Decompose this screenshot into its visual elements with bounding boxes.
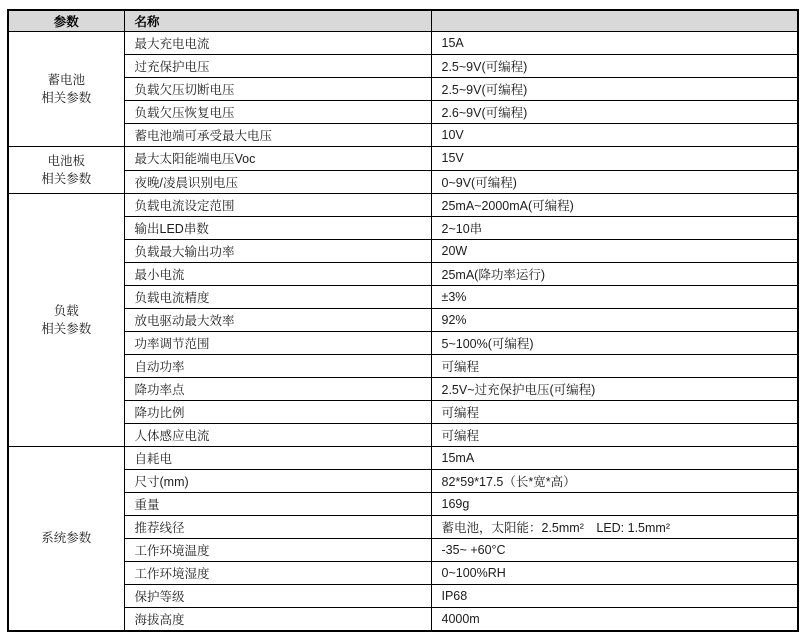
table-row <box>8 32 798 55</box>
param-name-cell: 工作环境湿度 <box>124 561 431 584</box>
table-row <box>8 286 798 309</box>
param-value-cell: 5~100%(可编程) <box>431 332 798 355</box>
param-name-cell: 负载欠压切断电压 <box>124 77 431 100</box>
param-name-cell: 过充保护电压 <box>124 54 431 77</box>
table-row <box>8 194 798 217</box>
table-row <box>8 355 798 378</box>
param-name-cell: 负载欠压恢复电压 <box>124 100 431 123</box>
category-line: 蓄电池 <box>47 72 85 87</box>
param-name-cell: 最大充电电流 <box>124 32 431 55</box>
param-value-cell: 2.5V~过充保护电压(可编程) <box>431 378 798 401</box>
param-name-cell: 功率调节范围 <box>124 332 431 355</box>
header-cell-name: 名称 <box>124 10 431 32</box>
spec-table-body <box>8 32 798 632</box>
param-value-cell: 可编程 <box>431 423 798 446</box>
table-row <box>8 446 798 469</box>
param-value-cell: 4000m <box>431 607 798 631</box>
param-name-cell: 最大太阳能端电压Voc <box>124 146 431 170</box>
table-row <box>8 217 798 240</box>
param-value-cell: 92% <box>431 309 798 332</box>
param-name-cell: 负载最大输出功率 <box>124 240 431 263</box>
param-name-cell: 夜晚/凌晨识别电压 <box>124 170 431 194</box>
table-row <box>8 469 798 492</box>
param-name-cell: 降功率点 <box>124 378 431 401</box>
param-value-cell: -35~ +60°C <box>431 538 798 561</box>
table-row <box>8 77 798 100</box>
table-row <box>8 607 798 631</box>
param-value-cell: IP68 <box>431 584 798 607</box>
param-name-cell: 人体感应电流 <box>124 423 431 446</box>
table-row <box>8 423 798 446</box>
param-value-cell: 2.5~9V(可编程) <box>431 54 798 77</box>
spec-table <box>7 9 799 632</box>
param-value-cell: 2.5~9V(可编程) <box>431 77 798 100</box>
spec-table-header <box>8 10 798 32</box>
param-value-cell: 蓄电池，太阳能：2.5mm² LED: 1.5mm² <box>431 515 798 538</box>
header-cell-param: 参数 <box>8 10 124 32</box>
category-line: 相关参数 <box>41 172 92 187</box>
table-row <box>8 492 798 515</box>
param-name-cell: 推荐线径 <box>124 515 431 538</box>
param-value-cell: 169g <box>431 492 798 515</box>
table-row <box>8 401 798 424</box>
param-name-cell: 自耗电 <box>124 446 431 469</box>
param-name-cell: 放电驱动最大效率 <box>124 309 431 332</box>
param-value-cell: 82*59*17.5（长*宽*高） <box>431 469 798 492</box>
table-row <box>8 100 798 123</box>
param-name-cell: 尺寸(mm) <box>124 469 431 492</box>
category-line: 相关参数 <box>41 90 92 105</box>
category-line: 负载 <box>53 303 79 318</box>
param-name-cell: 自动功率 <box>124 355 431 378</box>
header-row <box>8 10 798 32</box>
category-line: 相关参数 <box>41 322 92 337</box>
table-row <box>8 584 798 607</box>
param-value-cell: 25mA(降功率运行) <box>431 263 798 286</box>
param-value-cell: 20W <box>431 240 798 263</box>
param-value-cell: ±3% <box>431 286 798 309</box>
param-value-cell: 2~10串 <box>431 217 798 240</box>
category-line: 系统参数 <box>41 531 92 546</box>
param-name-cell: 工作环境温度 <box>124 538 431 561</box>
param-value-cell: 15V <box>431 146 798 170</box>
table-row <box>8 54 798 77</box>
category-cell <box>8 146 124 193</box>
param-value-cell: 2.6~9V(可编程) <box>431 100 798 123</box>
param-value-cell: 15A <box>431 32 798 55</box>
param-name-cell: 输出LED串数 <box>124 217 431 240</box>
param-name-cell: 最小电流 <box>124 263 431 286</box>
param-value-cell: 可编程 <box>431 355 798 378</box>
category-cell <box>8 32 124 147</box>
param-name-cell: 蓄电池端可承受最大电压 <box>124 123 431 146</box>
param-value-cell: 25mA~2000mA(可编程) <box>431 194 798 217</box>
table-row <box>8 515 798 538</box>
param-name-cell: 海拔高度 <box>124 607 431 631</box>
param-value-cell: 0~9V(可编程) <box>431 170 798 194</box>
table-row <box>8 240 798 263</box>
table-row <box>8 538 798 561</box>
table-row <box>8 561 798 584</box>
param-value-cell: 0~100%RH <box>431 561 798 584</box>
table-row <box>8 332 798 355</box>
param-name-cell: 负载电流设定范围 <box>124 194 431 217</box>
table-row <box>8 123 798 146</box>
param-name-cell: 负载电流精度 <box>124 286 431 309</box>
param-name-cell: 保护等级 <box>124 584 431 607</box>
param-value-cell: 10V <box>431 123 798 146</box>
category-cell <box>8 446 124 631</box>
param-value-cell: 15mA <box>431 446 798 469</box>
header-cell-value <box>431 10 798 32</box>
category-line: 电池板 <box>47 153 85 168</box>
table-row <box>8 309 798 332</box>
param-name-cell: 降功比例 <box>124 401 431 424</box>
param-name-cell: 重量 <box>124 492 431 515</box>
table-row <box>8 378 798 401</box>
category-cell <box>8 194 124 447</box>
table-row <box>8 170 798 194</box>
param-value-cell: 可编程 <box>431 401 798 424</box>
table-row <box>8 263 798 286</box>
table-row <box>8 146 798 170</box>
